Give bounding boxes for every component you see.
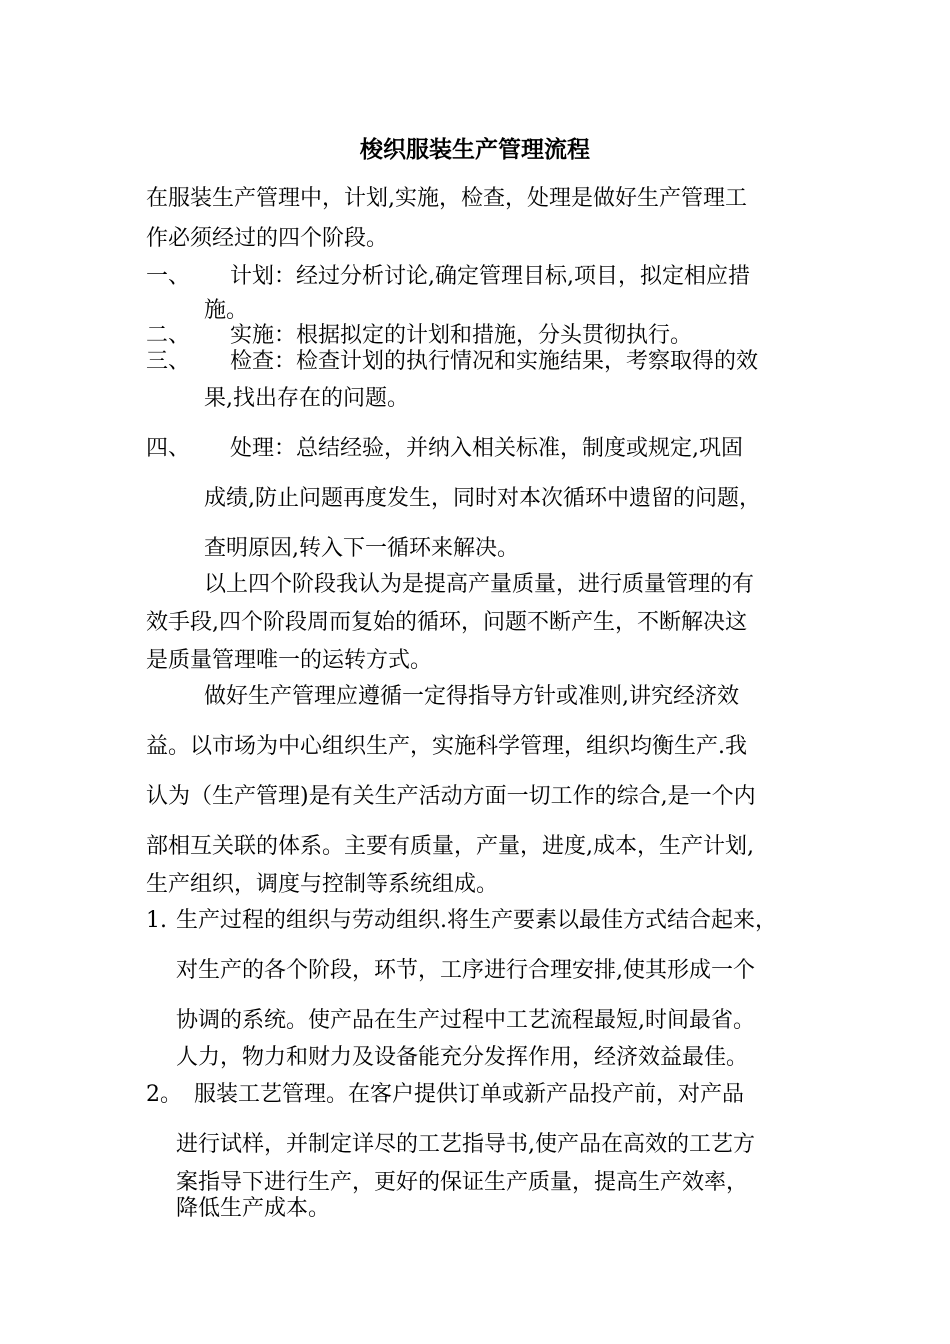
numbered-line: 降低生产成本。 [176,1196,331,1221]
paragraph-line: 是质量管理唯一的运转方式。 [146,648,433,673]
numbered-line: 服装工艺管理。在客户提供订单或新产品投产前，对产品 [194,1082,745,1107]
numbered-line: 进行试样，并制定详尽的工艺指导书,使产品在高效的工艺方 [176,1132,755,1157]
paragraph-line: 认为（生产管理)是有关生产活动方面一切工作的综合,是一个内 [146,784,756,809]
numbered-line: 协调的系统。使产品在生产过程中工艺流程最短,时间最省。 [176,1008,755,1033]
numbered-line: 案指导下进行生产，更好的保证生产质量，提高生产效率， [176,1170,749,1195]
intro-line: 作必须经过的四个阶段。 [146,226,389,251]
intro-line: 在服装生产管理中，计划,实施，检查，处理是做好生产管理工 [146,186,747,211]
paragraph-line: 以上四个阶段我认为是提高产量质量，进行质量管理的有 [204,572,755,597]
numbered-line: 人力，物力和财力及设备能充分发挥作用，经济效益最佳。 [176,1045,749,1070]
stage-line: 计划：经过分析讨论,确定管理目标,项目，拟定相应措 [230,264,750,289]
stage-line: 成绩,防止问题再度发生，同时对本次循环中遗留的问题， [204,486,761,511]
stage-line: 查明原因,转入下一循环来解决。 [204,536,519,561]
paragraph-line: 生产组织，调度与控制等系统组成。 [146,872,499,897]
stage-marker: 四、 [146,436,191,461]
document-title: 梭织服装生产管理流程 [360,137,590,163]
stage-line: 处理：总结经验，并纳入相关标准，制度或规定,巩固 [230,436,743,461]
stage-marker: 一、 [146,264,191,289]
paragraph-line: 做好生产管理应遵循一定得指导方针或准则,讲究经济效 [204,684,739,709]
stage-marker: 二、 [146,323,191,348]
stage-line: 检查：检查计划的执行情况和实施结果，考察取得的效 [230,349,759,374]
paragraph-line: 部相互关联的体系。主要有质量，产量，进度,成本，生产计划, [146,834,754,859]
numbered-line: 生产过程的组织与劳动组织.将生产要素以最佳方式结合起来， [176,908,777,933]
paragraph-line: 益。以市场为中心组织生产，实施科学管理，组织均衡生产.我 [146,734,747,759]
stage-line: 实施：根据拟定的计划和措施，分头贯彻执行。 [230,323,693,348]
stage-marker: 三、 [146,349,191,374]
numbered-marker: 2。 [146,1082,182,1107]
numbered-marker: 1. [146,908,167,933]
paragraph-line: 效手段,四个阶段周而复始的循环，问题不断产生，不断解决这 [146,610,747,635]
stage-line: 施。 [204,298,249,323]
numbered-line: 对生产的各个阶段，环节，工序进行合理安排,使其形成一个 [176,958,755,983]
stage-line: 果,找出存在的问题。 [204,386,409,411]
